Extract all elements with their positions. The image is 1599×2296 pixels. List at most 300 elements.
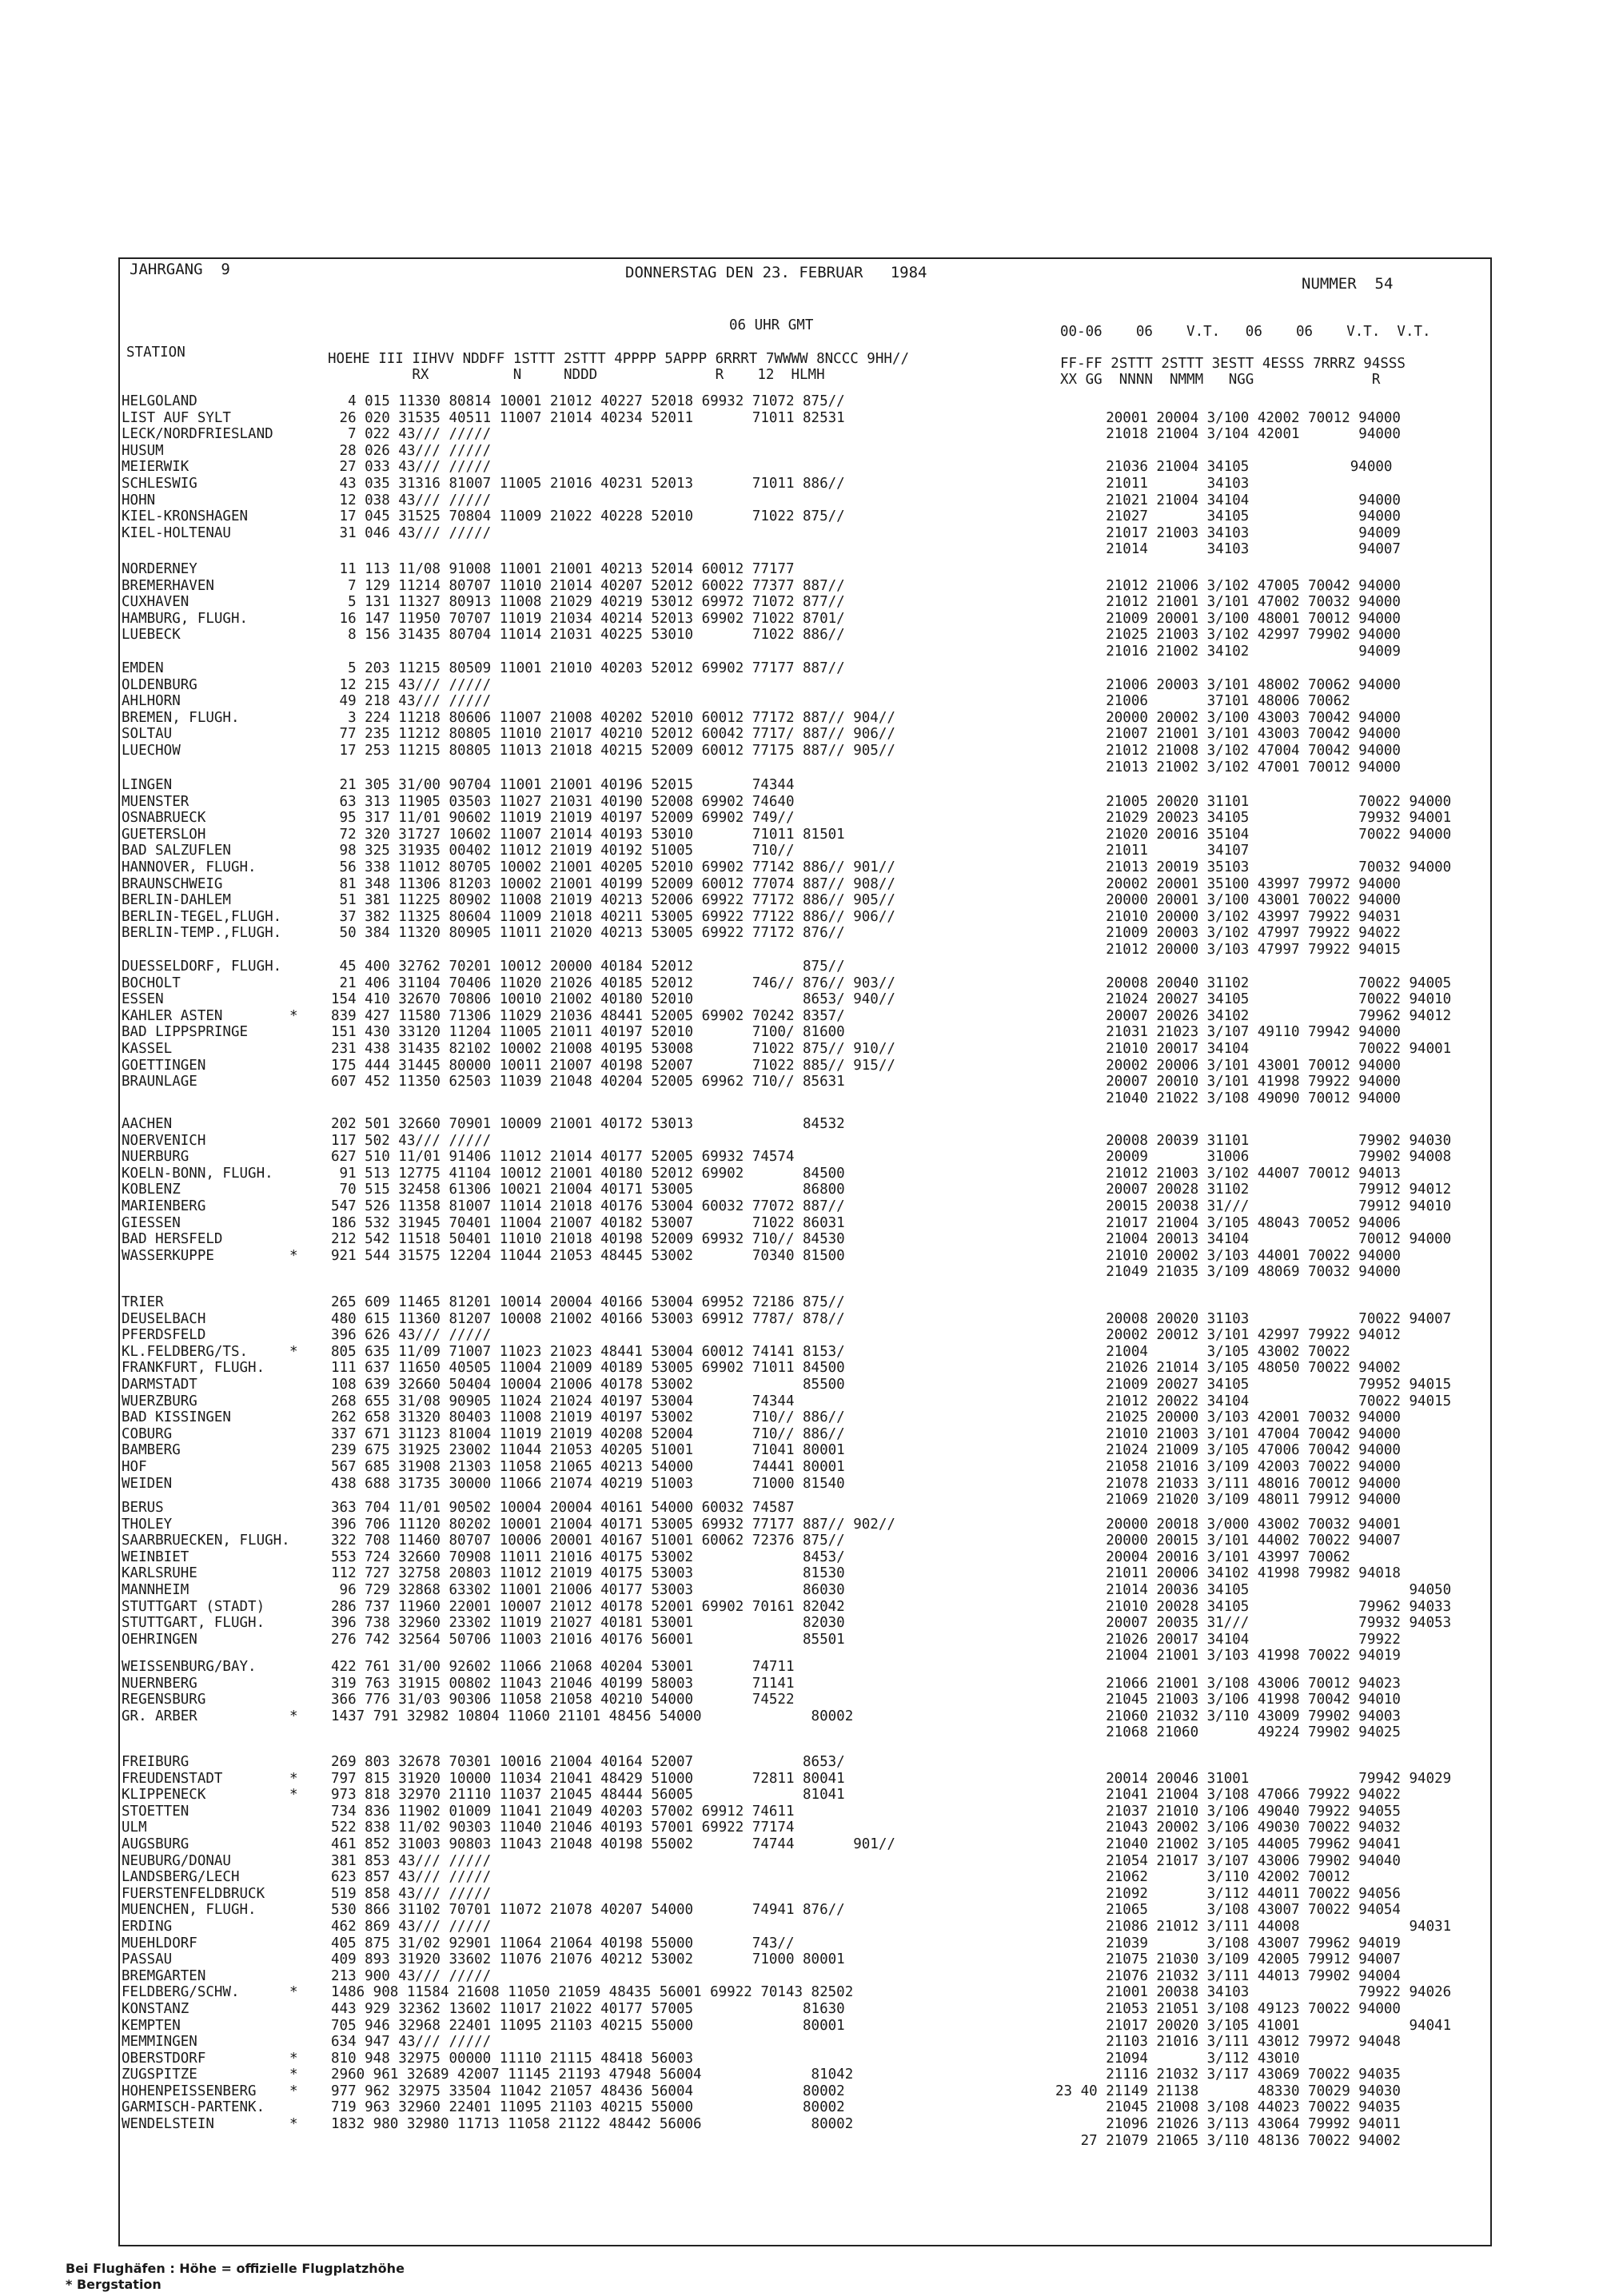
station-name: TRIER <box>122 1294 164 1310</box>
station-name: BRAUNSCHWEIG <box>122 875 223 892</box>
station-name: FRANKFURT, FLUGH. <box>122 1360 265 1377</box>
supplementary-data: 21040 21002 3/105 44005 79962 94041 <box>1055 1836 1401 1852</box>
supplementary-data: 21001 20038 34103 79922 94026 <box>1055 1984 1452 2001</box>
supplementary-data: 21012 20000 3/103 47997 79922 94015 <box>1055 941 1401 958</box>
station-name: HELGOLAND <box>122 393 197 409</box>
supplementary-data: 21011 34103 <box>1055 475 1250 492</box>
station-name: FREIBURG <box>122 1754 189 1770</box>
supplementary-data: 21086 21012 3/111 44008 94031 <box>1055 1918 1452 1935</box>
supplementary-data: 21075 21030 3/109 42005 79912 94007 <box>1055 1951 1401 1968</box>
station-name: OLDENBURG <box>122 676 197 693</box>
observation-data: 265 609 11465 81201 10014 20004 40166 53004 69952 72186 875// <box>331 1294 845 1310</box>
supplementary-data: 21004 3/105 43002 70022 <box>1055 1343 1350 1360</box>
observation-data: 213 900 43/// ///// <box>331 1967 492 1984</box>
observation-data: 111 637 11650 40505 11004 21009 40189 53005 69902 71011 84500 <box>331 1360 845 1377</box>
station-name: THOLEY <box>122 1516 173 1533</box>
bergstation-marker: * <box>289 1984 298 2001</box>
station-name: EMDEN <box>122 660 164 676</box>
station-name: LUECHOW <box>122 742 181 759</box>
supplementary-data: 21014 20036 34105 94050 <box>1055 1581 1452 1598</box>
supplementary-data: 21026 20017 34104 79922 <box>1055 1631 1401 1648</box>
station-name: ZUGSPITZE <box>122 2067 197 2083</box>
supplementary-data: 21006 20003 3/101 48002 70062 94000 <box>1055 676 1401 693</box>
station-name: ERDING <box>122 1918 173 1935</box>
station-name: FREUDENSTADT <box>122 1770 223 1787</box>
supplementary-data: 21025 21003 3/102 42997 79902 94000 <box>1055 627 1401 644</box>
supplementary-data: 20008 20040 31102 70022 94005 <box>1055 975 1452 991</box>
station-name: NUERNBERG <box>122 1675 197 1692</box>
station-name: AUGSBURG <box>122 1836 189 1852</box>
observation-data: 21 305 31/00 90704 11001 21001 40196 52015 74344 <box>331 777 795 793</box>
supplementary-data: 21012 21008 3/102 47004 70042 94000 <box>1055 742 1401 759</box>
observation-data: 239 675 31925 23002 11044 21053 40205 51001 71041 80001 <box>331 1442 845 1459</box>
supplementary-data: 21066 21001 3/108 43006 70012 94023 <box>1055 1675 1401 1692</box>
supplementary-data: 20000 20015 3/101 44002 70022 94007 <box>1055 1533 1401 1549</box>
station-name: KIEL-KRONSHAGEN <box>122 508 249 525</box>
observation-data: 322 708 11460 80707 10006 20001 40167 51001 60062 72376 875// <box>331 1533 845 1549</box>
supplementary-data: 20008 20039 31101 79902 94030 <box>1055 1132 1452 1149</box>
station-name: SCHLESWIG <box>122 475 197 492</box>
observation-data: 49 218 43/// ///// <box>331 693 492 710</box>
supplementary-data: 21012 21006 3/102 47005 70042 94000 <box>1055 577 1401 594</box>
supplementary-data: 21013 21002 3/102 47001 70012 94000 <box>1055 759 1401 775</box>
observation-data: 522 838 11/02 90303 11040 21046 40193 57001 69922 77174 <box>331 1820 795 1836</box>
observation-data: 28 026 43/// ///// <box>331 442 492 459</box>
supplementary-data: 20007 20026 34102 79962 94012 <box>1055 1007 1452 1024</box>
station-name: AACHEN <box>122 1116 173 1132</box>
supplementary-data: 21012 21001 3/101 47002 70032 94000 <box>1055 594 1401 611</box>
station-name: MARIENBERG <box>122 1198 206 1214</box>
observation-data: 553 724 32660 70908 11011 21016 40175 53002 8453/ <box>331 1549 845 1565</box>
supplementary-data: 21011 34107 <box>1055 843 1250 859</box>
observation-data: 154 410 32670 70806 10010 21002 40180 52010 8653/ 940// <box>331 991 895 1008</box>
bergstation-marker: * <box>289 1770 298 1787</box>
observation-data: 50 384 11320 80905 11011 21020 40213 53005 69922 77172 876// <box>331 925 845 942</box>
station-name: LECK/NORDFRIESLAND <box>122 426 273 443</box>
supplementary-data: 21007 21001 3/101 43003 70042 94000 <box>1055 726 1401 743</box>
observation-data: 396 738 32960 23302 11019 21027 40181 53001 82030 <box>331 1615 845 1632</box>
observation-data: 623 857 43/// ///// <box>331 1869 492 1886</box>
station-name: STUTTGART (STADT) <box>122 1598 265 1615</box>
bergstation-marker: * <box>289 2083 298 2099</box>
station-name: NUERBURG <box>122 1149 189 1166</box>
station-name: KOELN-BONN, FLUGH. <box>122 1165 273 1182</box>
supplementary-data: 20002 20012 3/101 42997 79922 94012 <box>1055 1327 1401 1344</box>
footnote-flughaefen: Bei Flughäfen : Höhe = offizielle Flugplatzhöhe <box>66 2261 405 2276</box>
supplementary-data: 21092 3/112 44011 70022 94056 <box>1055 1885 1401 1902</box>
supplementary-data: 21041 21004 3/108 47066 79922 94022 <box>1055 1787 1401 1804</box>
bergstation-marker: * <box>289 2067 298 2083</box>
station-header: STATION <box>126 345 185 361</box>
supplementary-data: 21012 21003 3/102 44007 70012 94013 <box>1055 1165 1401 1182</box>
observation-data: 56 338 11012 80705 10002 21001 40205 52010 69902 77142 886// 901// <box>331 859 895 875</box>
station-name: KOBLENZ <box>122 1182 181 1198</box>
supplementary-data: 21011 20006 34102 41998 79982 94018 <box>1055 1565 1401 1582</box>
station-name: KLIPPENECK <box>122 1787 206 1804</box>
observation-data: 96 729 32868 63302 11001 21006 40177 53003 86030 <box>331 1581 845 1598</box>
supplementary-data: 21069 21020 3/109 48011 79912 94000 <box>1055 1492 1401 1509</box>
observation-data: 337 671 31123 81004 11019 21019 40208 52004 710// 886// <box>331 1425 845 1442</box>
supplementary-data: 21065 3/108 43007 70022 94054 <box>1055 1902 1401 1919</box>
observation-data: 202 501 32660 70901 10009 21001 40172 53013 84532 <box>331 1116 845 1132</box>
observation-data: 37 382 11325 80604 11009 21018 40211 53005 69922 77122 886// 906// <box>331 908 895 925</box>
observation-data: 276 742 32564 50706 11003 21016 40176 56001 85501 <box>331 1631 845 1648</box>
observation-data: 1437 791 32982 10804 11060 21101 48456 54000 80002 <box>331 1708 854 1724</box>
supplementary-data: 21020 20016 35104 70022 94000 <box>1055 826 1452 843</box>
observation-data: 63 313 11905 03503 11027 21031 40190 52008 69902 74640 <box>331 793 795 810</box>
station-name: BRAUNLAGE <box>122 1074 197 1090</box>
supplementary-data: 21016 21002 34102 94009 <box>1055 643 1401 660</box>
station-name: HANNOVER, FLUGH. <box>122 859 257 875</box>
station-name: LUEBECK <box>122 627 181 644</box>
station-name: HOHENPEISSENBERG <box>122 2083 257 2099</box>
observation-data: 461 852 31003 90803 11043 21048 40198 55002 74744 901// <box>331 1836 895 1852</box>
station-name: GARMISCH-PARTENK. <box>122 2099 265 2116</box>
left-columns-header-2: RX N NDDD R 12 HLMH <box>328 367 825 383</box>
right-top-header: 00-06 06 V.T. 06 06 V.T. V.T. <box>1060 324 1431 340</box>
observation-data: 797 815 31920 10000 11034 21041 48429 51000 72811 80041 <box>331 1770 845 1787</box>
observation-data: 4 015 11330 80814 10001 21012 40227 52018 69932 71072 875// <box>331 393 845 409</box>
observation-data: 21 406 31104 70406 11020 21026 40185 52012 746// 876// 903// <box>331 975 895 991</box>
station-name: WASSERKUPPE <box>122 1247 214 1264</box>
observation-data: 405 875 31/02 92901 11064 21064 40198 55000 743// <box>331 1935 795 1951</box>
station-name: NOERVENICH <box>122 1132 206 1149</box>
supplementary-data: 21004 21001 3/103 41998 70022 94019 <box>1055 1648 1401 1664</box>
observation-data: 719 963 32960 22401 11095 21103 40215 55000 80002 <box>331 2099 845 2116</box>
supplementary-data: 21010 20002 3/103 44001 70022 94000 <box>1055 1247 1401 1264</box>
supplementary-data: 20002 20006 3/101 43001 70012 94000 <box>1055 1057 1401 1074</box>
supplementary-data: 21068 21060 49224 79902 94025 <box>1055 1724 1401 1741</box>
observation-data: 530 866 31102 70701 11072 21078 40207 54000 74941 876// <box>331 1902 845 1919</box>
observation-data: 839 427 11580 71306 11029 21036 48441 52005 69902 70242 8357/ <box>331 1007 845 1024</box>
station-name: FELDBERG/SCHW. <box>122 1984 240 2001</box>
observation-data: 438 688 31735 30000 11066 21074 40219 51003 71000 81540 <box>331 1475 845 1492</box>
supplementary-data: 20000 20002 3/100 43003 70042 94000 <box>1055 709 1401 726</box>
observation-data: 8 156 31435 80704 11014 21031 40225 53010 71022 886// <box>331 627 845 644</box>
supplementary-data: 20007 20035 31/// 79932 94053 <box>1055 1615 1452 1632</box>
station-name: GR. ARBER <box>122 1708 197 1724</box>
observation-data: 2960 961 32689 42007 11145 21193 47948 56004 81042 <box>331 2067 854 2083</box>
supplementary-data: 21005 20020 31101 70022 94000 <box>1055 793 1452 810</box>
supplementary-data: 21049 21035 3/109 48069 70032 94000 <box>1055 1264 1401 1281</box>
station-name: MEIERWIK <box>122 459 189 476</box>
station-name: STUTTGART, FLUGH. <box>122 1615 265 1632</box>
observation-data: 286 737 11960 22001 10007 21012 40178 52001 69902 70161 82042 <box>331 1598 845 1615</box>
observation-data: 973 818 32970 21110 11037 21045 48444 56005 81041 <box>331 1787 845 1804</box>
station-name: KIEL-HOLTENAU <box>122 524 231 541</box>
supplementary-data: 21094 3/112 43010 <box>1055 2050 1300 2067</box>
station-name: BAD HERSFELD <box>122 1231 223 1248</box>
station-name: BREMERHAVEN <box>122 577 214 594</box>
supplementary-data: 27 21079 21065 3/110 48136 70022 94002 <box>1055 2132 1401 2149</box>
observation-data: 27 033 43/// ///// <box>331 459 492 476</box>
supplementary-data: 21009 20027 34105 79952 94015 <box>1055 1376 1452 1393</box>
station-name: OEHRINGEN <box>122 1631 197 1648</box>
station-name: OSNABRUECK <box>122 810 206 827</box>
station-name: REGENSBURG <box>122 1692 206 1708</box>
supplementary-data: 21116 21032 3/117 43069 70022 94035 <box>1055 2067 1401 2083</box>
bergstation-marker: * <box>289 1343 298 1360</box>
observation-data: 31 046 43/// ///// <box>331 524 492 541</box>
station-name: CUXHAVEN <box>122 594 189 611</box>
station-name: HAMBURG, FLUGH. <box>122 610 249 627</box>
station-name: KAHLER ASTEN <box>122 1007 223 1024</box>
station-name: LANDSBERG/LECH <box>122 1869 240 1886</box>
observation-data: 422 761 31/00 92602 11066 21068 40204 53001 74711 <box>331 1659 795 1675</box>
supplementary-data: 21013 20019 35103 70032 94000 <box>1055 859 1452 875</box>
station-name: WEIDEN <box>122 1475 173 1492</box>
supplementary-data: 20000 20018 3/000 43002 70032 94001 <box>1055 1516 1401 1533</box>
observation-data: 5 203 11215 80509 11001 21010 40203 52012 69902 77177 887// <box>331 660 845 676</box>
station-name: KARLSRUHE <box>122 1565 197 1582</box>
station-name: AHLHORN <box>122 693 181 710</box>
station-name: LIST AUF SYLT <box>122 409 231 426</box>
observation-data: 810 948 32975 00000 11110 21115 48418 56003 <box>331 2050 694 2067</box>
supplementary-data: 21014 34103 94007 <box>1055 541 1401 558</box>
observation-data: 805 635 11/09 71007 11023 21023 48441 53004 60012 74141 8153/ <box>331 1343 845 1360</box>
supplementary-data: 21027 34105 94000 <box>1055 508 1401 525</box>
observation-data: 98 325 31935 00402 11012 21019 40192 51005 710// <box>331 843 795 859</box>
observation-data: 81 348 11306 81203 10002 21001 40199 52009 60012 77074 887// 908// <box>331 875 895 892</box>
observation-data: 17 253 11215 80805 11013 21018 40215 52009 60012 77175 887// 905// <box>331 742 895 759</box>
station-name: BAD LIPPSPRINGE <box>122 1024 249 1041</box>
station-name: NEUBURG/DONAU <box>122 1852 231 1869</box>
station-name: WEINBIET <box>122 1549 189 1565</box>
observation-data: 95 317 11/01 90602 11019 21019 40197 52009 69902 749// <box>331 810 795 827</box>
observation-data: 7 129 11214 80707 11010 21014 40207 52012 60022 77377 887// <box>331 577 845 594</box>
bergstation-marker: * <box>289 2116 298 2133</box>
observation-data: 43 035 31316 81007 11005 21016 40231 52013 71011 886// <box>331 475 845 492</box>
observation-data: 70 515 32458 61306 10021 21004 40171 53005 86800 <box>331 1182 845 1198</box>
station-name: DUESSELDORF, FLUGH. <box>122 959 282 975</box>
observation-data: 268 655 31/08 90905 11024 21024 40197 53004 74344 <box>331 1393 795 1409</box>
observation-data: 7 022 43/// ///// <box>331 426 492 443</box>
supplementary-data: 21036 21004 34105 94000 <box>1055 459 1393 476</box>
supplementary-data: 21010 20028 34105 79962 94033 <box>1055 1598 1452 1615</box>
supplementary-data: 20002 20001 35100 43997 79972 94000 <box>1055 875 1401 892</box>
observation-data: 231 438 31435 82102 10002 21008 40195 53008 71022 875// 910// <box>331 1040 895 1057</box>
station-name: MEMMINGEN <box>122 2034 197 2051</box>
supplementary-data: 21060 21032 3/110 43009 79902 94003 <box>1055 1708 1401 1724</box>
observation-data: 72 320 31727 10602 11007 21014 40193 53010 71011 81501 <box>331 826 845 843</box>
observation-data: 705 946 32968 22401 11095 21103 40215 55000 80001 <box>331 2017 845 2034</box>
observation-data: 12 038 43/// ///// <box>331 492 492 508</box>
station-name: ESSEN <box>122 991 164 1008</box>
station-name: BAD SALZUFLEN <box>122 843 231 859</box>
station-name: BERLIN-DAHLEM <box>122 892 231 909</box>
observation-data: 519 858 43/// ///// <box>331 1885 492 1902</box>
supplementary-data: 21054 21017 3/107 43006 79902 94040 <box>1055 1852 1401 1869</box>
station-name: LINGEN <box>122 777 173 793</box>
observation-data: 921 544 31575 12204 11044 21053 48445 53002 70340 81500 <box>331 1247 845 1264</box>
observation-data: 381 853 43/// ///// <box>331 1852 492 1869</box>
supplementary-data: 21026 21014 3/105 48050 70022 94002 <box>1055 1360 1401 1377</box>
station-name: BERUS <box>122 1500 164 1516</box>
observation-data: 977 962 32975 33504 11042 21057 48436 56004 80002 <box>331 2083 845 2099</box>
station-name: KONSTANZ <box>122 2000 189 2017</box>
observation-data: 443 929 32362 13602 11017 21022 40177 57005 81630 <box>331 2000 845 2017</box>
observation-data: 396 626 43/// ///// <box>331 1327 492 1344</box>
observation-data: 607 452 11350 62503 11039 21048 40204 52005 69962 710// 85631 <box>331 1074 845 1090</box>
jahrgang-label: JAHRGANG 9 <box>130 261 230 278</box>
station-name: SOLTAU <box>122 726 173 743</box>
supplementary-data: 21004 20013 34104 70012 94000 <box>1055 1231 1452 1248</box>
supplementary-data: 21078 21033 3/111 48016 70012 94000 <box>1055 1475 1401 1492</box>
supplementary-data: 21037 21010 3/106 49040 79922 94055 <box>1055 1803 1401 1820</box>
station-name: GUETERSLOH <box>122 826 206 843</box>
supplementary-data: 20007 20028 31102 79912 94012 <box>1055 1182 1452 1198</box>
bergstation-marker: * <box>289 1007 298 1024</box>
supplementary-data: 21040 21022 3/108 49090 70012 94000 <box>1055 1090 1401 1106</box>
observation-data: 634 947 43/// ///// <box>331 2034 492 2051</box>
station-name: BREMEN, FLUGH. <box>122 709 240 726</box>
station-name: KEMPTEN <box>122 2017 181 2034</box>
observation-data: 151 430 33120 11204 11005 21011 40197 52010 7100/ 81600 <box>331 1024 845 1041</box>
supplementary-data: 20004 20016 3/101 43997 70062 <box>1055 1549 1350 1565</box>
bergstation-marker: * <box>289 1708 298 1724</box>
bergstation-marker: * <box>289 2050 298 2067</box>
supplementary-data: 20014 20046 31001 79942 94029 <box>1055 1770 1452 1787</box>
observation-data: 480 615 11360 81207 10008 21002 40166 53003 69912 7787/ 878// <box>331 1310 845 1327</box>
station-name: WENDELSTEIN <box>122 2116 214 2133</box>
observation-data: 1486 908 11584 21608 11050 21059 48435 56001 69922 70143 82502 <box>331 1984 854 2001</box>
station-name: BAD KISSINGEN <box>122 1409 231 1426</box>
supplementary-data: 21024 20027 34105 70022 94010 <box>1055 991 1452 1008</box>
supplementary-data: 21045 21008 3/108 44023 70022 94035 <box>1055 2099 1401 2116</box>
station-name: SAARBRUECKEN, FLUGH. <box>122 1533 290 1549</box>
observation-data: 396 706 11120 80202 10001 21004 40171 53005 69932 77177 887// 902// <box>331 1516 895 1533</box>
supplementary-data: 21025 20000 3/103 42001 70032 94000 <box>1055 1409 1401 1426</box>
station-name: WUERZBURG <box>122 1393 197 1409</box>
footnote-bergstation: * Bergstation <box>66 2277 161 2292</box>
supplementary-data: 21103 21016 3/111 43012 79972 94048 <box>1055 2034 1401 2051</box>
supplementary-data: 21058 21016 3/109 42003 70022 94000 <box>1055 1458 1401 1475</box>
supplementary-data: 21024 21009 3/105 47006 70042 94000 <box>1055 1442 1401 1459</box>
supplementary-data: 21062 3/110 42002 70012 <box>1055 1869 1350 1886</box>
supplementary-data: 20000 20001 3/100 43001 70022 94000 <box>1055 892 1401 909</box>
supplementary-data: 21010 21003 3/101 47004 70042 94000 <box>1055 1425 1401 1442</box>
bergstation-marker: * <box>289 1787 298 1804</box>
supplementary-data: 21029 20023 34105 79932 94001 <box>1055 810 1452 827</box>
supplementary-data: 21039 3/108 43007 79962 94019 <box>1055 1935 1401 1951</box>
station-name: COBURG <box>122 1425 173 1442</box>
supplementary-data: 21017 21003 34103 94009 <box>1055 524 1401 541</box>
supplementary-data: 21012 20022 34104 70022 94015 <box>1055 1393 1452 1409</box>
bergstation-marker: * <box>289 1247 298 1264</box>
supplementary-data: 21010 20000 3/102 43997 79922 94031 <box>1055 908 1401 925</box>
observation-data: 1832 980 32980 11713 11058 21122 48442 56006 80002 <box>331 2116 854 2133</box>
supplementary-data: 21031 21023 3/107 49110 79942 94000 <box>1055 1024 1401 1041</box>
supplementary-data: 21076 21032 3/111 44013 79902 94004 <box>1055 1967 1401 1984</box>
station-name: BERLIN-TEGEL,FLUGH. <box>122 908 282 925</box>
observation-data: 26 020 31535 40511 11007 21014 40234 52011 71011 82531 <box>331 409 845 426</box>
supplementary-data: 21018 21004 3/104 42001 94000 <box>1055 426 1401 443</box>
observation-data: 12 215 43/// ///// <box>331 676 492 693</box>
station-name: KL.FELDBERG/TS. <box>122 1343 249 1360</box>
observation-data: 3 224 11218 80606 11007 21008 40202 52010 60012 77172 887// 904// <box>331 709 895 726</box>
station-name: MUENCHEN, FLUGH. <box>122 1902 257 1919</box>
observation-data: 5 131 11327 80913 11008 21029 40219 53012 69972 71072 877// <box>331 594 845 611</box>
station-name: DEUSELBACH <box>122 1310 206 1327</box>
station-name: WEISSENBURG/BAY. <box>122 1659 257 1675</box>
observation-data: 175 444 31445 80000 10011 21007 40198 52007 71022 885// 915// <box>331 1057 895 1074</box>
observation-data: 16 147 11950 70707 11019 21034 40214 52013 69902 71022 8701/ <box>331 610 845 627</box>
station-name: MANNHEIM <box>122 1581 189 1598</box>
observation-data: 186 532 31945 70401 11004 21007 40182 53007 71022 86031 <box>331 1214 845 1231</box>
observation-data: 45 400 32762 70201 10012 20000 40184 52012 875// <box>331 959 845 975</box>
station-name: GIESSEN <box>122 1214 181 1231</box>
station-name: BREMGARTEN <box>122 1967 206 1984</box>
observation-data: 547 526 11358 81007 11014 21018 40176 53004 60032 77072 887// <box>331 1198 845 1214</box>
station-name: DARMSTADT <box>122 1376 197 1393</box>
observation-data: 262 658 31320 80403 11008 21019 40197 53002 710// 886// <box>331 1409 845 1426</box>
observation-data: 51 381 11225 80902 11008 21019 40213 52006 69922 77172 886// 905// <box>331 892 895 909</box>
observation-data: 462 869 43/// ///// <box>331 1918 492 1935</box>
station-name: STOETTEN <box>122 1803 189 1820</box>
station-name: KASSEL <box>122 1040 173 1057</box>
station-name: MUENSTER <box>122 793 189 810</box>
supplementary-data: 23 40 21149 21138 48330 70029 94030 <box>1055 2083 1401 2099</box>
supplementary-data: 21010 20017 34104 70022 94001 <box>1055 1040 1452 1057</box>
supplementary-data: 21096 21026 3/113 43064 79992 94011 <box>1055 2116 1401 2133</box>
supplementary-data: 20001 20004 3/100 42002 70012 94000 <box>1055 409 1401 426</box>
supplementary-data: 20015 20038 31/// 79912 94010 <box>1055 1198 1452 1214</box>
right-columns-header-2: XX GG NNNN NMMM NGG R <box>1060 372 1381 388</box>
observation-data: 567 685 31908 21303 11058 21065 40213 54000 74441 80001 <box>331 1458 845 1475</box>
date-label: DONNERSTAG DEN 23. FEBRUAR 1984 <box>625 264 927 281</box>
station-name: HOHN <box>122 492 156 508</box>
observation-data: 11 113 11/08 91008 11001 21001 40213 52014 60012 77177 <box>331 561 795 577</box>
station-name: BERLIN-TEMP.,FLUGH. <box>122 925 282 942</box>
supplementary-data: 21006 37101 48006 70062 <box>1055 693 1350 710</box>
station-name: PASSAU <box>122 1951 173 1968</box>
right-columns-header-1: FF-FF 2STTT 2STTT 3ESTT 4ESSS 7RRRZ 94SSS <box>1060 356 1406 372</box>
supplementary-data: 20009 31006 79902 94008 <box>1055 1149 1452 1166</box>
supplementary-data: 21053 21051 3/108 49123 70022 94000 <box>1055 2000 1401 2017</box>
observation-data: 409 893 31920 33602 11076 21076 40212 53002 71000 80001 <box>331 1951 845 1968</box>
station-name: PFERDSFELD <box>122 1327 206 1344</box>
left-columns-header-1: HOEHE III IIHVV NDDFF 1STTT 2STTT 4PPPP 5APPP 6RRRT 7WWWW 8NCCC 9HH// <box>328 351 909 367</box>
station-name: OBERSTDORF <box>122 2050 206 2067</box>
station-name: BAMBERG <box>122 1442 181 1459</box>
observation-data: 91 513 12775 41104 10012 21001 40180 52012 69902 84500 <box>331 1165 845 1182</box>
observation-data: 363 704 11/01 90502 10004 20004 40161 54000 60032 74587 <box>331 1500 795 1516</box>
uhr-gmt-label: 06 UHR GMT <box>729 317 814 333</box>
supplementary-data: 21017 21004 3/105 48043 70052 94006 <box>1055 1214 1401 1231</box>
observation-data: 212 542 11518 50401 11010 21018 40198 52009 69932 710// 84530 <box>331 1231 845 1248</box>
station-name: MUEHLDORF <box>122 1935 197 1951</box>
supplementary-data: 21045 21003 3/106 41998 70042 94010 <box>1055 1692 1401 1708</box>
observation-data: 269 803 32678 70301 10016 21004 40164 52007 8653/ <box>331 1754 845 1770</box>
observation-data: 319 763 31915 00802 11043 21046 40199 58003 71141 <box>331 1675 795 1692</box>
observation-data: 108 639 32660 50404 10004 21006 40178 53002 85500 <box>331 1376 845 1393</box>
station-name: HOF <box>122 1458 147 1475</box>
observation-data: 627 510 11/01 91406 11012 21014 40177 52005 69932 74574 <box>331 1149 795 1166</box>
station-name: NORDERNEY <box>122 561 197 577</box>
observation-data: 734 836 11902 01009 11041 21049 40203 57002 69912 74611 <box>331 1803 795 1820</box>
supplementary-data: 21009 20003 3/102 47997 79922 94022 <box>1055 925 1401 942</box>
observation-data: 366 776 31/03 90306 11058 21058 40210 54000 74522 <box>331 1692 795 1708</box>
supplementary-data: 20007 20010 3/101 41998 79922 94000 <box>1055 1074 1401 1090</box>
station-name: GOETTINGEN <box>122 1057 206 1074</box>
observation-data: 112 727 32758 20803 11012 21019 40175 53003 81530 <box>331 1565 845 1582</box>
supplementary-data: 21043 20002 3/106 49030 70022 94032 <box>1055 1820 1401 1836</box>
supplementary-data: 21021 21004 34104 94000 <box>1055 492 1401 508</box>
station-name: HUSUM <box>122 442 164 459</box>
observation-data: 17 045 31525 70804 11009 21022 40228 52010 71022 875// <box>331 508 845 525</box>
station-name: FUERSTENFELDBRUCK <box>122 1885 265 1902</box>
nummer-label: NUMMER 54 <box>1302 275 1394 293</box>
